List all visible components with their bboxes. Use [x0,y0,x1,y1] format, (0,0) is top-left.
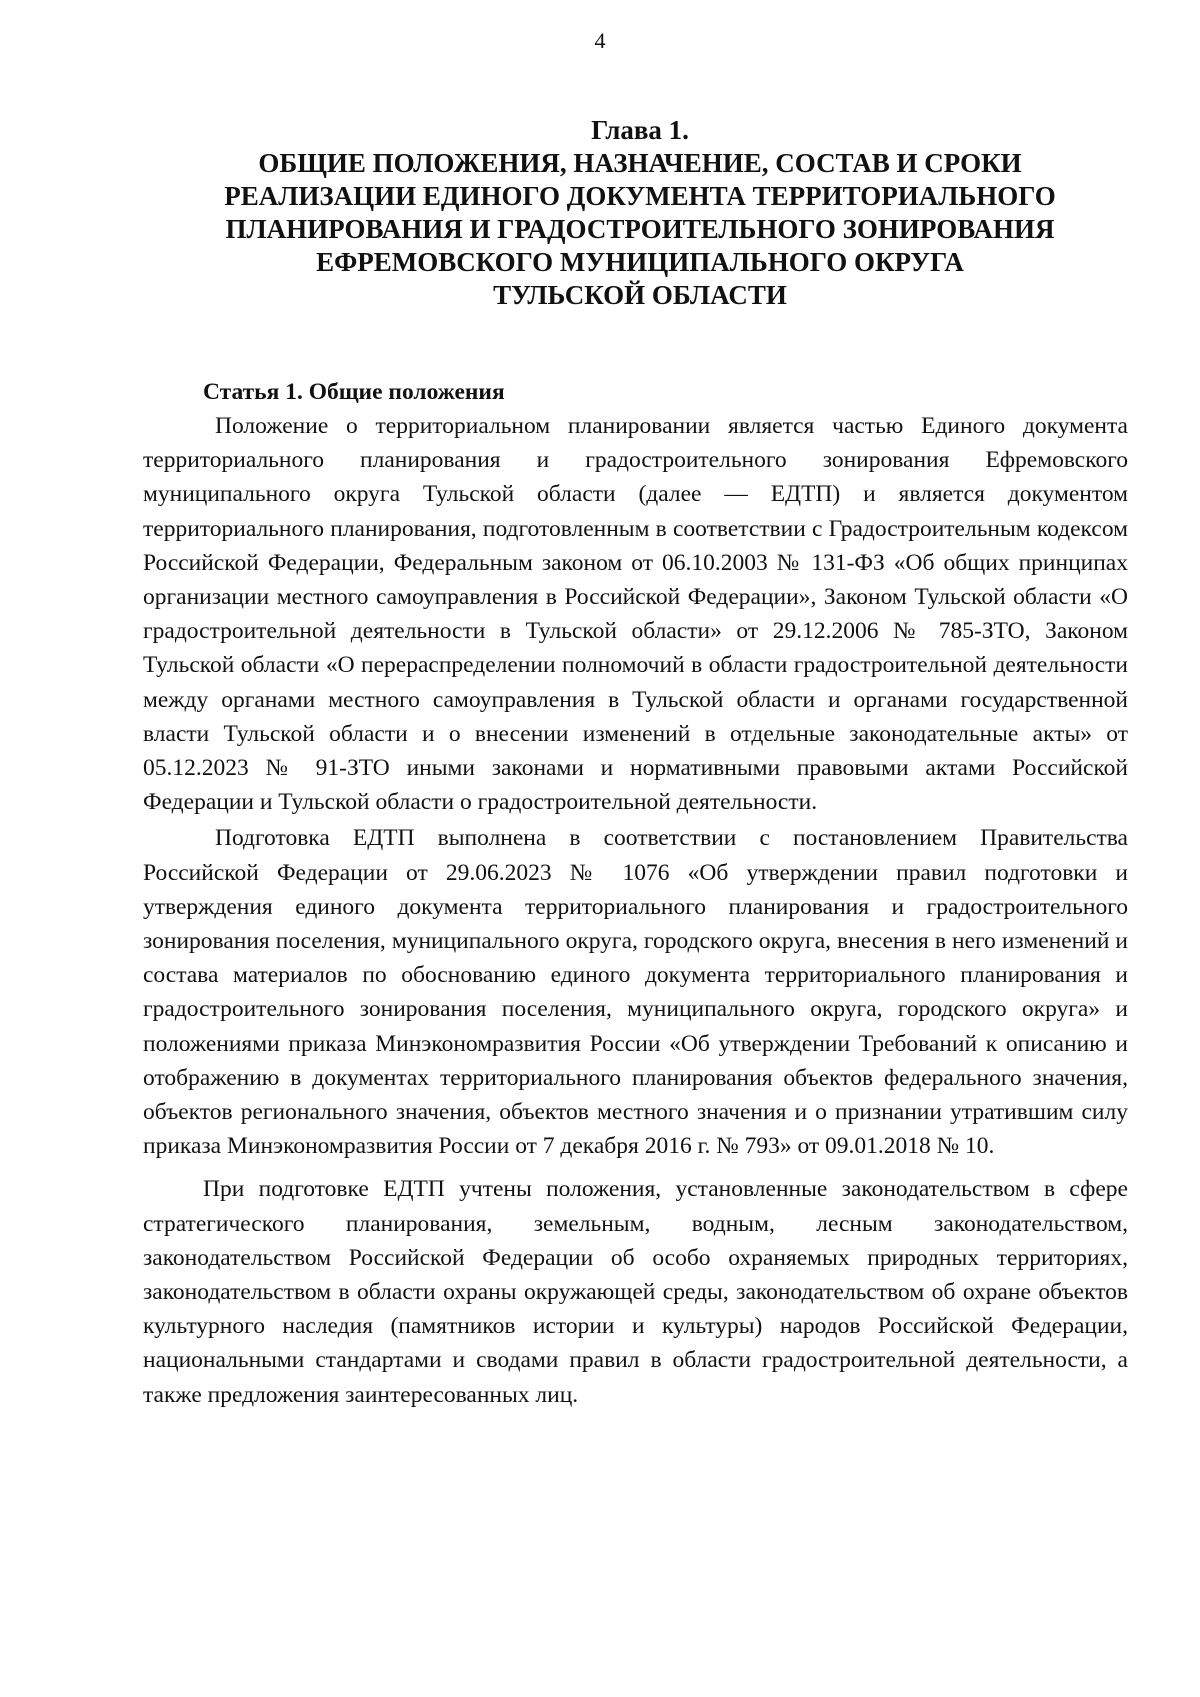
chapter-title-line: ТУЛЬСКОЙ ОБЛАСТИ [493,280,787,310]
chapter-title-line: ОБЩИЕ ПОЛОЖЕНИЯ, НАЗНАЧЕНИЕ, СОСТАВ И СРОКИ [258,148,1022,178]
chapter-title-line: ПЛАНИРОВАНИЯ И ГРАДОСТРОИТЕЛЬНОГО ЗОНИРОВАНИЯ [225,214,1055,244]
chapter-title-line: ЕФРЕМОВСКОГО МУНИЦИПАЛЬНОГО ОКРУГА [316,247,964,277]
chapter-label: Глава 1. [591,115,689,145]
body-paragraph: Положение о территориальном планировании является частью Единого документа территориального планирования и градостроительного зонирования Ефремовского муниципального округа Тульской области (далее — ЕДТП) и является документом территориального планирования, подготовленным в соответствии с Градостроительным кодексом Российской Федерации, Федеральным законом от 06.10.2003 № 131-ФЗ «Об общих принципах организации местного самоуправления в Российской Федерации», Законом Тульской области «О градостроительной деятельности в Тульской области» от 29.12.2006 № 785-ЗТО, Законом Тульской области «О перераспределении полномочий в области градостроительной деятельности между органами местного самоуправления в Тульской области и органами государственной власти Тульской области и о внесении изменений в отдельные законодательные акты» от 05.12.2023 № 91-ЗТО иными законами и нормативными правовыми актами Российской Федерации и Тульской области о градостроительной деятельности. [143,413,1128,816]
article-section [143,375,1128,1412]
page-number: 4 [594,28,606,53]
article-title: Статья 1. Общие положения [203,379,505,405]
chapter-heading [120,114,1160,312]
chapter-title-line: РЕАЛИЗАЦИИ ЕДИНОГО ДОКУМЕНТА ТЕРРИТОРИАЛЬНОГО [224,181,1056,211]
body-paragraph: При подготовке ЕДТП учтены положения, установленные законодательством в сфере стратегического планирования, земельным, водным, лесным законодательством, законодательством Российской Федерации об особо охраняемых природных территориях, законодательством в области охраны окружающей среды, законодательством об охране объектов культурного наследия (памятников истории и культуры) народов Российской Федерации, национальными стандартами и сводами правил в области градостроительной деятельности, а также предложения заинтересованных лиц. [143,1176,1128,1408]
body-paragraph: Подготовка ЕДТП выполнена в соответствии с постановлением Правительства Российской Федерации от 29.06.2023 № 1076 «Об утверждении правил подготовки и утверждения единого документа территориального планирования и градостроительного зонирования поселения, муниципального округа, городского округа, внесения в него изменений и состава материалов по обоснованию единого документа территориального планирования и градостроительного зонирования поселения, муниципального округа, городского округа» и положениями приказа Минэкономразвития России «Об утверждении Требований к описанию и отображению в документах территориального планирования объектов федерального значения, объектов регионального значения, объектов местного значения и о признании утратившим силу приказа Минэкономразвития России от 7 декабря 2016 г. № 793» от 09.01.2018 № 10. [143,825,1128,1160]
